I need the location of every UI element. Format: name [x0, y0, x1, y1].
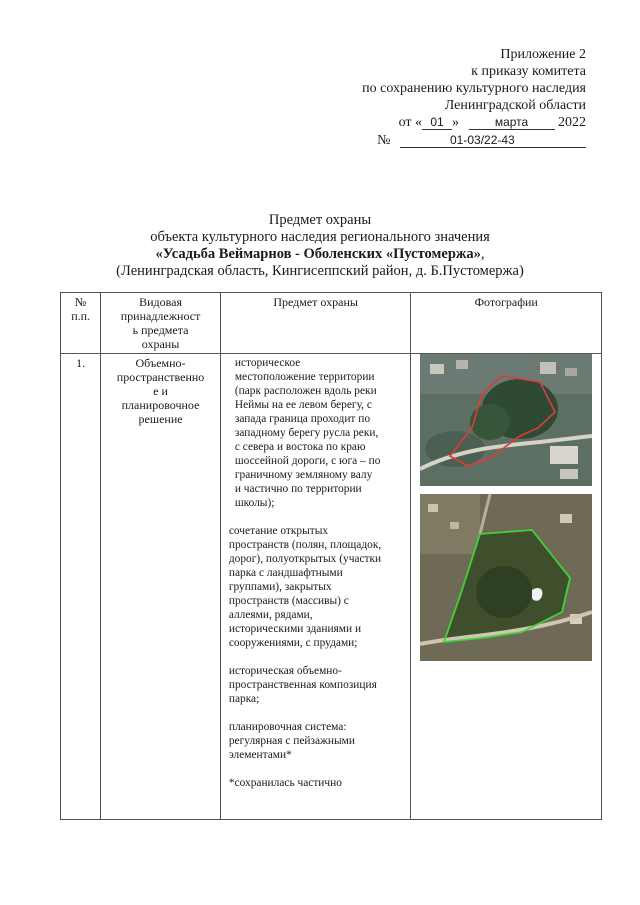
subject-line: пространств (массивы) с: [228, 595, 349, 607]
aerial-photo-green-boundary: [420, 494, 592, 661]
aerial-photo-red-boundary: [420, 354, 592, 486]
protection-table: [60, 292, 602, 820]
annex-line2: к приказу комитета: [471, 64, 586, 79]
subject-line: историческая объемно-: [228, 665, 342, 677]
title-line2: объекта культурного наследия регионального значения: [150, 229, 490, 245]
subject-line: элементами*: [228, 749, 292, 761]
date-month: марта: [469, 116, 555, 130]
kind-line: планировочное: [121, 398, 200, 412]
subject-line: школы);: [234, 497, 275, 509]
annex-date: [286, 114, 586, 131]
subject-line: аллеями, рядами,: [228, 609, 313, 621]
header-number-line: №: [74, 295, 87, 309]
subject-line: Неймы на ее левом берегу, с: [234, 399, 372, 411]
header-subject: Предмет охраны: [220, 293, 411, 354]
kind-line: Объемно-: [135, 356, 186, 370]
subject-line: *сохранилась частично: [228, 777, 342, 789]
header-number: [61, 293, 101, 354]
subject-line: пространственная композиция: [228, 679, 377, 691]
table-row: [61, 354, 602, 820]
subject-line: историческими зданиями и: [228, 623, 362, 635]
date-day: 01: [422, 116, 452, 130]
subject-block: [229, 776, 408, 790]
order-number: 01-03/22-43: [400, 134, 586, 148]
annex-header: [286, 46, 586, 149]
header-kind-line: Видовая: [139, 295, 182, 309]
header-kind-line: охраны: [141, 337, 180, 351]
kind-line: решение: [138, 412, 183, 426]
subject-line: и частично по территории: [234, 483, 362, 495]
kind-line: е и: [153, 384, 168, 398]
title-line1: Предмет охраны: [268, 212, 372, 228]
subject-line: регулярная с пейзажными: [228, 735, 355, 747]
subject-line: историческое: [234, 357, 301, 369]
date-prefix: от «: [398, 115, 422, 130]
subject-line: планировочная система:: [228, 721, 347, 733]
title-line4: (Ленинградская область, Кингисеппский район, д. Б.Пустомержа): [116, 263, 524, 279]
subject-line: запада граница проходит по: [234, 413, 371, 425]
object-name: «Усадьба Веймарнов - Оболенских «Пустомержа»: [155, 246, 481, 262]
header-number-line: п.п.: [71, 309, 91, 323]
subject-line: группами), закрытых: [228, 581, 332, 593]
subject-line: (парк расположен вдоль реки: [234, 385, 377, 397]
header-kind-line: ь предмета: [132, 323, 189, 337]
row-photos: [411, 354, 602, 820]
subject-line: пространств (полян, площадок,: [228, 539, 382, 551]
table-header-row: [61, 293, 602, 354]
subject-block: [229, 720, 408, 762]
title-object: [0, 246, 640, 263]
annex-line4: Ленинградской области: [444, 98, 586, 113]
subject-line: парка с ландшафтными: [228, 567, 343, 579]
annex-line1: Приложение 2: [500, 47, 586, 62]
header-kind-line: принадлежност: [120, 309, 201, 323]
subject-line: парка;: [228, 693, 260, 705]
subject-line: западному берегу русла реки,: [234, 427, 379, 439]
subject-line: с севера и востока по краю: [234, 441, 366, 453]
subject-block: [229, 524, 408, 650]
object-name-suffix: ,: [480, 246, 485, 262]
number-prefix: №: [377, 133, 391, 148]
date-mid: »: [452, 115, 459, 130]
subject-line: сочетание открытых: [228, 525, 329, 537]
annex-line3: по сохранению культурного наследия: [362, 81, 586, 96]
subject-block: [229, 356, 408, 510]
row-kind: [101, 354, 221, 820]
subject-line: граничному земляному валу: [234, 469, 373, 481]
subject-line: дорог), полуоткрытых (участки: [228, 553, 382, 565]
header-kind: [101, 293, 221, 354]
subject-line: шоссейной дороги, с юга – по: [234, 455, 381, 467]
date-year: 2022: [558, 115, 586, 130]
subject-block: [229, 664, 408, 706]
header-photos: Фотографии: [411, 293, 602, 354]
row-subject: [220, 354, 411, 820]
kind-line: пространственно: [116, 370, 205, 384]
annex-number: [286, 132, 586, 149]
subject-line: местоположение территории: [234, 371, 375, 383]
subject-line: сооружениями, с прудами;: [228, 637, 358, 649]
row-number: 1.: [61, 354, 101, 820]
document-title: [0, 212, 640, 280]
